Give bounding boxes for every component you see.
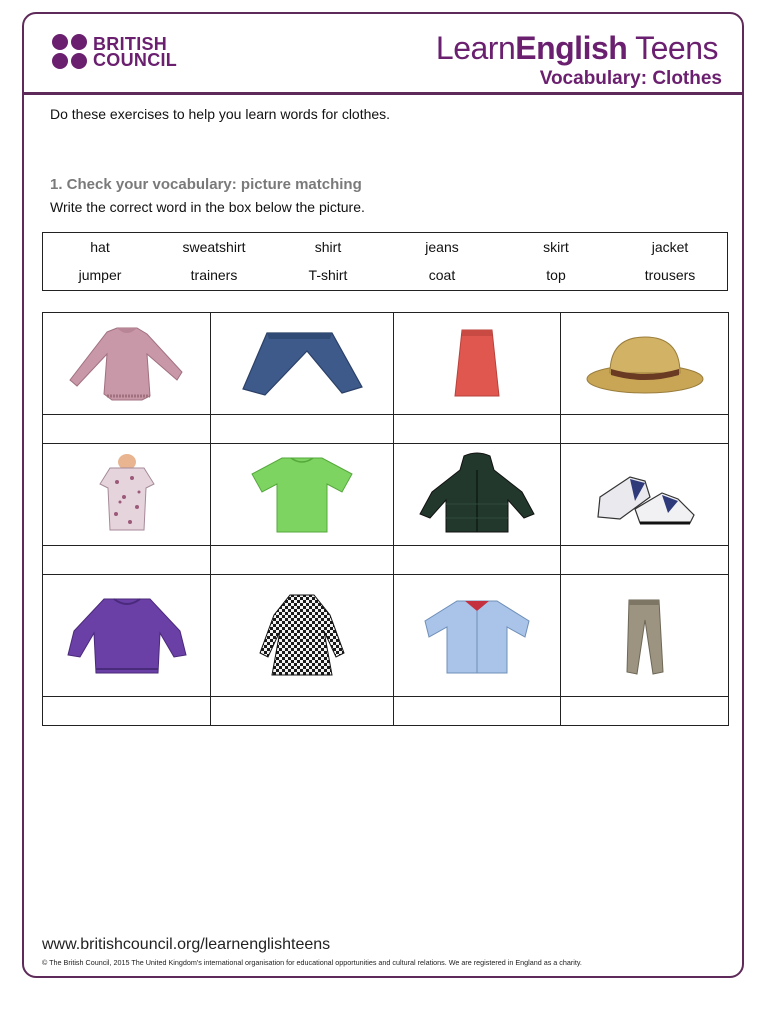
picture-cell bbox=[43, 575, 211, 697]
blue-shirt-image bbox=[417, 593, 537, 678]
answer-box[interactable] bbox=[394, 415, 561, 444]
answer-box[interactable] bbox=[394, 546, 561, 575]
jeans-image bbox=[237, 329, 367, 399]
word-item: trainers bbox=[190, 267, 238, 283]
answer-box[interactable] bbox=[211, 697, 394, 726]
answer-box[interactable] bbox=[211, 415, 394, 444]
intro-text: Do these exercises to help you learn words for clothes. bbox=[50, 106, 391, 122]
answer-box[interactable] bbox=[394, 697, 561, 726]
picture-cell bbox=[211, 575, 394, 697]
answer-box[interactable] bbox=[43, 415, 211, 444]
picture-matching-table bbox=[42, 312, 729, 726]
picture-cell bbox=[561, 444, 729, 546]
answer-box[interactable] bbox=[43, 697, 211, 726]
picture-row bbox=[43, 313, 729, 415]
straw-hat-image bbox=[580, 329, 710, 399]
answer-box[interactable] bbox=[561, 415, 729, 444]
picture-cell bbox=[561, 575, 729, 697]
picture-row bbox=[43, 575, 729, 697]
word-item: trousers bbox=[644, 267, 696, 283]
british-council-logo bbox=[52, 34, 177, 69]
answer-row bbox=[43, 697, 729, 726]
word-item: T-shirt bbox=[308, 267, 348, 283]
picture-cell bbox=[561, 313, 729, 415]
picture-row bbox=[43, 444, 729, 546]
logo-dots-icon bbox=[52, 34, 87, 69]
trousers-image bbox=[615, 596, 675, 676]
answer-box[interactable] bbox=[43, 546, 211, 575]
trainers-image bbox=[590, 457, 700, 532]
word-item: jacket bbox=[651, 239, 689, 255]
picture-cell bbox=[211, 313, 394, 415]
pink-jumper-image bbox=[62, 324, 192, 404]
picture-cell bbox=[394, 313, 561, 415]
logo-line-2: COUNCIL bbox=[93, 49, 178, 70]
word-item: coat bbox=[428, 267, 456, 283]
houndstooth-coat-image bbox=[252, 591, 352, 681]
word-item: shirt bbox=[314, 239, 342, 255]
footer-url: www.britishcouncil.org/learnenglishteens bbox=[42, 936, 331, 953]
word-item: skirt bbox=[543, 239, 569, 255]
header-divider bbox=[22, 92, 744, 95]
answer-row bbox=[43, 415, 729, 444]
picture-cell bbox=[43, 313, 211, 415]
picture-cell bbox=[211, 444, 394, 546]
word-bank bbox=[42, 232, 728, 291]
red-skirt-image bbox=[437, 326, 517, 401]
answer-box[interactable] bbox=[561, 546, 729, 575]
picture-cell bbox=[394, 575, 561, 697]
answer-box[interactable] bbox=[561, 697, 729, 726]
green-tshirt-image bbox=[247, 452, 357, 537]
dark-jacket-image bbox=[412, 452, 542, 537]
answer-row bbox=[43, 546, 729, 575]
word-item: jumper bbox=[78, 267, 122, 283]
section-title: 1. Check your vocabulary: picture matching bbox=[50, 176, 362, 193]
picture-cell bbox=[394, 444, 561, 546]
footer-copyright: © The British Council, 2015 The United Kingdom's international organisation for educational opportunities and cultural relations. We are registered in England as a charity. bbox=[42, 958, 582, 967]
word-item: hat bbox=[90, 239, 110, 255]
floral-top-image bbox=[92, 452, 162, 537]
purple-sweatshirt-image bbox=[62, 593, 192, 678]
section-instruction: Write the correct word in the box below the picture. bbox=[50, 199, 365, 215]
page-title: Vocabulary: Clothes bbox=[539, 68, 722, 89]
learnenglish-teens-brand: LearnEnglish Teens bbox=[435, 30, 718, 66]
word-item: jeans bbox=[425, 239, 459, 255]
picture-cell bbox=[43, 444, 211, 546]
word-item: sweatshirt bbox=[182, 239, 246, 255]
logo-line-1: BRITISH bbox=[93, 33, 168, 54]
answer-box[interactable] bbox=[211, 546, 394, 575]
word-item: top bbox=[546, 267, 566, 283]
